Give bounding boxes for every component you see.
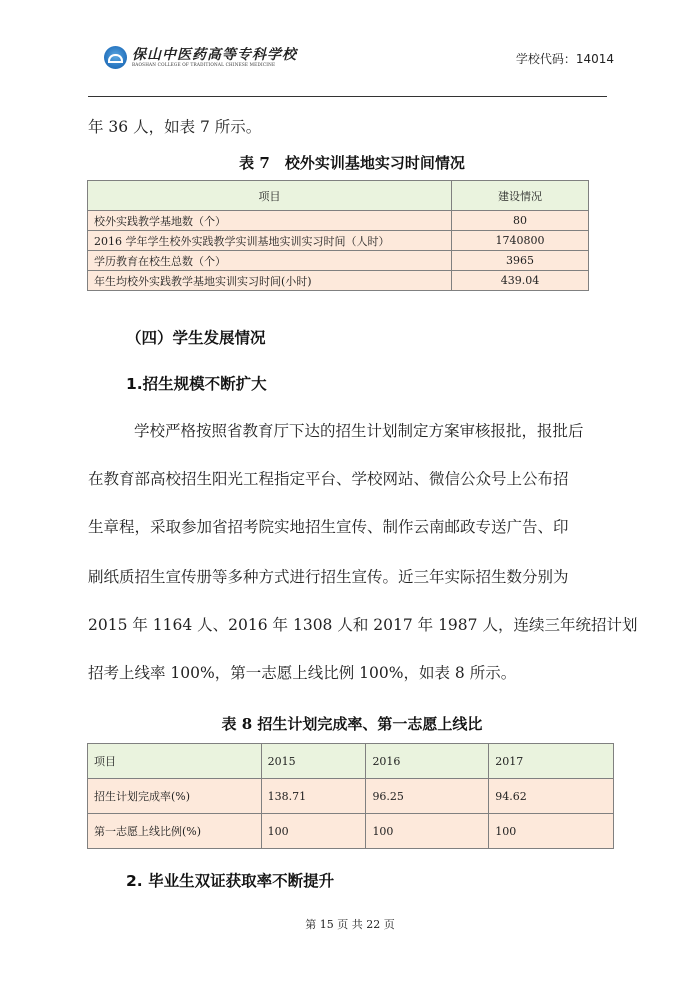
table7-header-status: 建设情况 <box>452 181 589 211</box>
table8-cell-value: 100 <box>489 814 614 849</box>
table8-caption: 表 8 招生计划完成率、第一志愿上线比 <box>221 715 483 733</box>
school-code: 学校代码：14014 <box>515 52 614 66</box>
table-row <box>88 251 589 271</box>
table-row <box>88 271 589 291</box>
table7-cell-item: 学历教育在校生总数（个） <box>88 251 452 271</box>
table8-cell-item: 招生计划完成率(%) <box>88 779 262 814</box>
table8-cell-value: 96.25 <box>366 779 489 814</box>
paragraph-line: 在教育部高校招生阳光工程指定平台、学校网站、微信公众号上公布招 <box>88 470 569 488</box>
table-row <box>88 231 589 251</box>
table7-cell-value: 1740800 <box>452 231 589 251</box>
intro-line: 年 36 人，如表 7 所示。 <box>88 118 262 136</box>
table8-header-item: 项目 <box>88 744 262 779</box>
table7-cell-value: 3965 <box>452 251 589 271</box>
subsection2-heading: 2. 毕业生双证获取率不断提升 <box>126 872 335 890</box>
header-divider <box>88 96 607 97</box>
table7-cell-value: 80 <box>452 211 589 231</box>
table8-header-year: 2015 <box>261 744 366 779</box>
table8 <box>87 743 614 849</box>
table-row <box>88 211 589 231</box>
table8-header-year: 2017 <box>489 744 614 779</box>
table8-header-row <box>88 744 614 779</box>
table8-cell-value: 100 <box>366 814 489 849</box>
paragraph-line: 学校严格按照省教育厅下达的招生计划制定方案审核报批，报批后 <box>134 422 584 440</box>
school-emblem-icon <box>104 46 127 69</box>
table-row <box>88 779 614 814</box>
paragraph-line: 招考上线率 100%，第一志愿上线比例 100%，如表 8 所示。 <box>88 664 517 682</box>
paragraph-line: 刷纸质招生宣传册等多种方式进行招生宣传。近三年实际招生数分别为 <box>88 568 569 586</box>
table8-header-year: 2016 <box>366 744 489 779</box>
table7-cell-item: 2016 学年学生校外实践教学实训基地实训实习时间（人时） <box>88 231 452 251</box>
paragraph-line: 生章程，采取参加省招考院实地招生宣传、制作云南邮政专送广告、印 <box>88 518 569 536</box>
subsection1-heading: 1.招生规模不断扩大 <box>126 375 267 393</box>
school-logo <box>104 44 297 72</box>
page-number-footer: 第 15 页 共 22 页 <box>305 918 395 931</box>
table7-cell-value: 439.04 <box>452 271 589 291</box>
table8-cell-value: 94.62 <box>489 779 614 814</box>
table7-header-item: 项目 <box>88 181 452 211</box>
table7-header-row <box>88 181 589 211</box>
table8-cell-value: 100 <box>261 814 366 849</box>
table7-caption: 表 7 校外实训基地实习时间情况 <box>239 154 465 172</box>
table8-cell-item: 第一志愿上线比例(%) <box>88 814 262 849</box>
table7-cell-item: 校外实践教学基地数（个） <box>88 211 452 231</box>
table7-cell-item: 年生均校外实践教学基地实训实习时间(小时) <box>88 271 452 291</box>
section4-heading: （四）学生发展情况 <box>126 328 266 347</box>
table8-cell-value: 138.71 <box>261 779 366 814</box>
table7 <box>87 180 589 291</box>
logo-chinese-name: 保山中医药高等专科学校 <box>132 47 297 63</box>
paragraph-line: 2015 年 1164 人、2016 年 1308 人和 2017 年 1987 人，连续三年统招计划 <box>88 616 638 634</box>
table-row <box>88 814 614 849</box>
logo-english-name: BAOSHAN COLLEGE OF TRADITIONAL CHINESE MEDICINE <box>132 62 276 67</box>
